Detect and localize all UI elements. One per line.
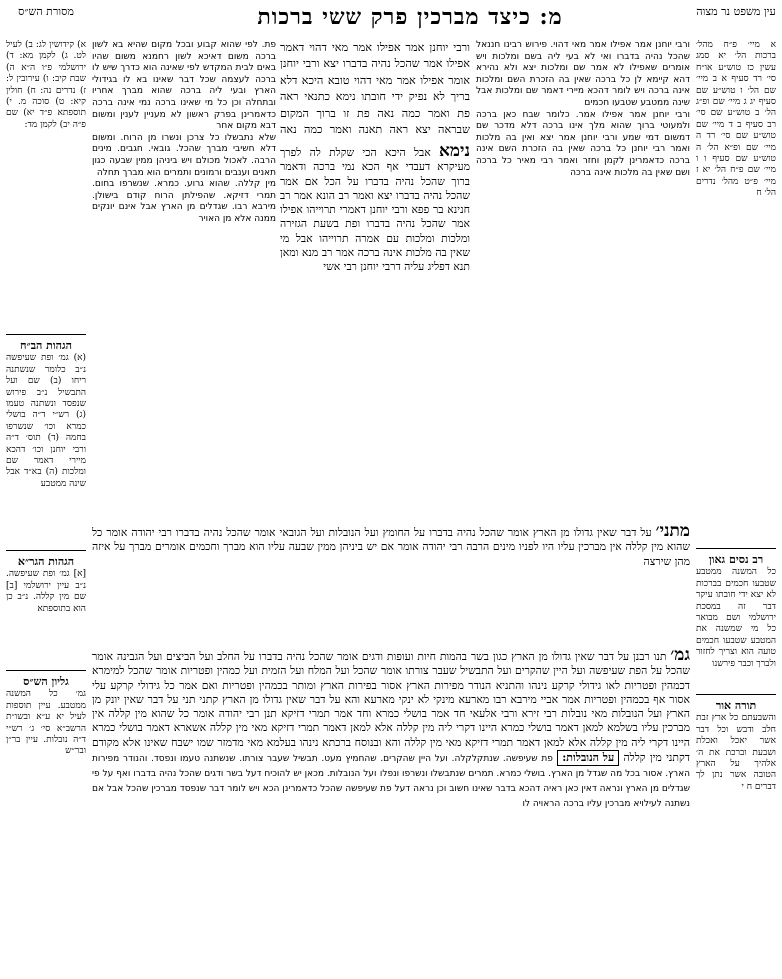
gemara-top-block <box>280 40 470 140</box>
gemara-text: אבל היכא הכי שקלת לה לפרך מעיקרא דעבדי אף הכא נמי ברכה ודאמר ברוך שהכל נהיה בדברו על הכל אם אמר שהכל נהיה בדברו יצא ואמר רב הונא אמר רב חנינא בר פפא ורבי יוחנן דאמרי תרוייהו אפילו אמר שהכל נהיה בדברו ופת בשעת הגזירה ומלכות ומלכות עם אמרה תרוייהו אבל מי שאין בה מלכות אינה ברכה אמר רב מנא ומאן תנא דפליג עליה דרבי יוחנן רבי אשי <box>280 146 470 274</box>
tosafot-right-column <box>476 40 690 520</box>
gemara-mid-block <box>280 144 470 520</box>
hagahot-bach-heading: הגהות הב״ח <box>20 339 72 352</box>
ein-mishpat-label: עין משפט נר מצוה <box>696 5 776 18</box>
ein-mishpat-column <box>696 40 776 545</box>
rashi-left-column <box>92 40 276 520</box>
gilyon-text: גמ׳ כל המשנה ממטבע. עיין תוספות לעיל יא ע״א ובשו״ת הרשב״א סי׳ ג׳ רש״י ד״ה נובלות. עיין בר״ן ובר״ש <box>6 689 86 757</box>
divider <box>696 548 776 549</box>
torah-or-heading: תורה אור <box>715 699 757 712</box>
divider <box>696 694 776 695</box>
rashi-text: ורבי יוחנן אמר אפילו אמר. כלומר שבח כאן ברכה ולמעוטי ברוך שהוא מלך אינו ברכה דלא מדכר שם דמשום דמי שמע ורבי יוחנן אמר יצא ואין בה מלכות ואמר רבי יוחנן כל ברכה שאין בה הזכרת השם אינה ברכה כדאמרינן לקמן וחזר ואמר רבי מאיר כל ברכה ושם שאין בה מלכות אינה ברכה <box>476 109 690 178</box>
gilyon-column <box>6 674 86 786</box>
gemara-text: ורבי יוחנן אמר אפילו אמר מאי דהוי דאמר אפילו אמר שהכל נהיה בדברו יצא ורבי יוחנן אומר אפילו אמר מאי דהוי טובא היכא דלא בריך לא נפיק ידי חובתו נימא כתנאי ראה פת ואמר כמה נאה פת זו ברוך המקום שבראה יצא ראה תאנה ואמר כמה נאה <box>280 41 470 137</box>
hagahot-bach-column <box>6 338 86 546</box>
matni-label: מתני׳ <box>655 524 690 541</box>
hagahot-gra-column <box>6 554 86 666</box>
rashi-mishna-text: שלא נתבשלו כל צרכן ונשרו מן הרוח. ומשום דלא חשיבי מברך שהכל. גובאי. חגבים. מינים הרבה. לאכול מכולם ויש ביניהן ממין שבעה כגון תאנים וענבים ורמונים ותמרים הוא מברך תחלה <box>92 132 276 178</box>
masoret-label: מסורת הש״ס <box>18 5 74 18</box>
rav-nissim-text: כל המשנה ממטבע שטבעו חכמים בברכות לא יצא ידי חובתו עיקר דבר זה במסכת ירושלמי ושם מבואר כל מי שמשנה את המטבע שטבעו חכמים טועה הוא וצריך לחזור ולברך וכבר פירשנו <box>696 567 776 669</box>
ein-mishpat-text: א מיי׳ פ״ח מהל׳ ברכות הל׳ יא סמג עשין כז טוש״ע או״ח סי׳ רד סעיף א ב מיי׳ שם הל׳ ו טוש״ע שם סעיף יג ג מיי׳ שם ופ״ג הל׳ ב טוש״ע שם סי׳ רב סעיף ב ד מיי׳ שם טוש״ע שם סי׳ רד ה מיי׳ שם ופ״א הל׳ ה טוש״ע שם סעיף ו ו מיי׳ שם פ״ח הל׳ יא ז מיי׳ פ״ט מהל׳ נדרים הל׳ ח <box>696 40 776 199</box>
rav-nissim-heading: רב נסים גאון <box>708 553 764 566</box>
gemara-bottom-block <box>92 648 690 972</box>
hagahot-gra-text: [א] גמ׳ ופת שעיפשה. נ״ב עיין ירושלמי [ב] שם מין קללה. נ״ב כן הוא בתוספתא <box>6 569 86 614</box>
divider <box>6 550 86 551</box>
page-header <box>0 4 782 34</box>
masoret-column <box>6 40 86 330</box>
tosafot-text: ורבי יוחנן אמר אפילו אמר מאי דהוי. פירוש רבינו חננאל שהכל נהיה בדברו ואי לא בעי ליה בשם ומלכות ויש אומרים שאפילו לא אמר שם ומלכות יצא ולא נהירא דהא קיימא לן כל ברכה שאין בה הזכרת השם ומלכות אינה ברכה ויש לומר דהכא מיירי דאמר שם ומלכות אבל שינה ממטבע שטבעו חכמים <box>476 40 690 108</box>
masoret-text: א) קידושין לג: ב) לעיל לט. ג) לקמן מא: ד) ירושלמי פ״ו ה״א ה) שבת קיב: ו) עירובין ל: ז) נדרים נה: ח) חולין קיא: ט) סוכה מ. י) תוספתא פ״ד יא) שם פ״ה יב) לקמן מד: <box>6 40 86 130</box>
nima-label: נימא <box>439 144 470 161</box>
rashi-bottom-text: פת שעיפשה. שנתקלקלה. ועל היין שהקרים. שהחמיץ מעט. תבשיל שעבר צורתו. שנשתנה טעמו ונפסד. והנודר מפירות הארץ. אסור בכל מה שגדל מן הארץ. בושלי כמרא. תמרים שנתבשלו ונשרפו ונפלו <box>92 754 690 780</box>
gemara-text: תנו רבנן על דבר שאין גדולו מן הארץ כגון בשר בהמות חיות ועופות ודגים אומר שהכל נהיה בדברו על החלב ועל הביצים ועל הגבינה אומר שהכל על הפת שעיפשה ועל היין שהקרים ועל התבשיל שעבר צורתו אומר שהכל ועל המלח ועל הזמית ועל כמהין ופטריות אומר שהכל למימרא דכמהין ופטריות לאו גידולי קרקע נינהו והתניא הנודר מפירות הארץ אסור בפירות הארץ ומותר בכמהין ופטריות ואם אמר כל גידולי קרקע עלי אסור אף בכמהין ופטריות אמר אביי מירבא רבו מארעא מינקי לא ינקי מארעא והא על דבר שאין גדולו מן הארץ קתני תני על דבר שאין יונק מן הארץ ועל הנובלות מאי נובלות רבי זירא ורבי אלעאי חד אמר בושלי כמרא וחד אמר תמרי דזיקא תנן רבי יהודה אומר כל שהוא מין קללה אין מברכין עליו בשלמא למאן דאמר בושלי כמרא היינו דקרי ליה מין קללה אלא למאן דאמר תמרי דזיקא מאי מין קללה אשארא דאמר בושלי כמרא היינו דקרי ליה מין קללה אלא למאן דאמר תמרי דזיקא מאי מין קללה והא ובנוסח ברכתא נינהו בעלמא מאי מדמזר שמו ישבח שאינו אלא מקודם דקתני מין קללה <box>92 650 690 765</box>
torah-or-column <box>696 698 776 810</box>
divider <box>6 670 86 671</box>
rashi-gemara-text: מין קללה. שהוא גרוע. כמרא. שנשרפו בחום. תמרי דזיקא. שהפילתן הרוח קודם בישולן. מירבא רבו. שגדלים מן הארץ אבל אינם יונקים ממנה אלא מן האויר <box>92 179 276 224</box>
hagahot-gra-heading: הגהות הגר״א <box>17 555 75 568</box>
al-hanevelot-box: על הנובלות: <box>557 750 619 766</box>
mishna-block <box>92 524 690 644</box>
gem-label: גמ׳ <box>670 648 690 665</box>
mishna-text: על דבר שאין גדולו מן הארץ אומר שהכל נהיה בדברו על החומץ ועל הנובלות ועל הגובאי אומר שהכל נהיה בדברו רבי יהודה אומר כל שהוא מין קללה אין מברכין עליו היו לפניו מינים הרבה רבי יהודה אומר אם יש ביניהן ממין שבעה עליו הוא מברך וחכמים אומרים מברך על איזה מהן שירצה <box>92 526 690 568</box>
gilyon-heading: גליון הש״ס <box>23 675 69 688</box>
hagahot-bach-text: (א) גמ׳ ופת שעיפשה נ״ב כלומר שנשתנה ריחו (ב) שם ועל התבשיל נ״ב פירוש שנפסד ונשתנה טעמו (ג) רש״י ד״ה בושלי כמרא וכו׳ שנשרפו בחמה (ד) תוס׳ ד״ה ורבי יוחנן וכו׳ דהכא מיירי דאמר שם ומלכות (ה) בא״ד אבל שינה ממטבע <box>6 353 86 489</box>
divider <box>6 334 86 335</box>
torah-or-text: והשבעתם כל ארץ זבת חלב ודבש וכל דבר אשר יאכל ואכלת ושבעת וברכת את ה׳ אלהיך על הארץ הטובה אשר נתן לך דברים ח י <box>696 713 776 792</box>
tosafot-left-text: ועל הנובלות. מכאן יש להוכיח דעל בשר ודגים שהכל נהיה בדברו ואף על פי שגדלים מן הארץ ונראה דאין כאן ראיה דהכא בדבר שאינו חשוב וכן נראה דעל פת שעיפשה שהכל כדאמרינן הכא ויש לומר דבר שנפסד מברכין שהכל אבל אם נשתנה לעילויא מברכין עליו ברכה הראויה לו <box>92 769 690 809</box>
rashi-text: פת. לפי שהוא קבוע ובכל מקום שהיא בא לשון ברכה משום דאיכא לשון רחמנא משום שהיו באים לבית המקדש לפי שאינה הוא כדרך שיש לו ברכה לעצמה שכל דבר שאינו בא לו בגידולי הארץ ובעי ליה ברכה שהוא מברך אחריו ובתחלה וכן כל מי שאינו ברכה נמי אינה ברכה כדאמרינן בפרק ראשון לא מעניין לענין ומשום דבא מקום אחר <box>92 40 276 132</box>
page-title: מ: כיצד מברכין פרק ששי ברכות <box>257 4 563 30</box>
rav-nissim-column <box>696 552 776 690</box>
